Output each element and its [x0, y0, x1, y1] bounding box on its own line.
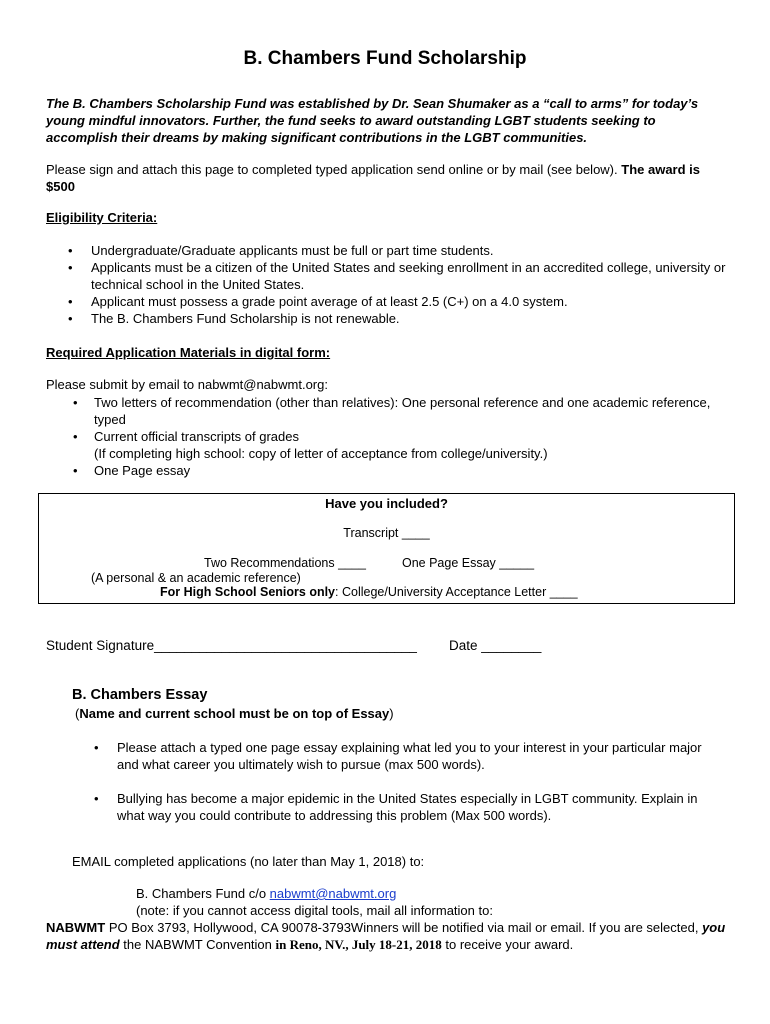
list-item: • Bullying has become a major epidemic in the United States especially in LGBT community. Explain in what way you could contribute to addressing this problem (Max 500 words).	[72, 790, 712, 824]
list-item: • Two letters of recommendation (other than relatives): One personal reference and one academic reference, typed	[46, 394, 726, 428]
eligibility-heading: Eligibility Criteria:	[46, 210, 158, 225]
materials-list-essay	[46, 462, 726, 479]
list-item: • Undergraduate/Graduate applicants must be full or part time students.	[46, 242, 726, 259]
mail-note: (note: if you cannot access digital tools, mail all information to:	[136, 903, 493, 918]
intro-paragraph: The B. Chambers Scholarship Fund was established by Dr. Sean Shumaker as a “call to arms” for today’s young mindful innovators. Further, the fund seeks to award outstanding LGBT students seeking to accomplish their dreams by making significant contributions in the LGBT communities.	[46, 96, 699, 145]
essay-prompts	[72, 739, 712, 824]
instructions-text: Please sign and attach this page to completed typed application send online or by mail (see below).	[46, 162, 622, 177]
must-attend: you must attend	[46, 920, 726, 952]
checklist-box	[38, 493, 735, 604]
mailing-paragraph	[46, 919, 726, 953]
page-title: B. Chambers Fund Scholarship	[243, 48, 527, 69]
paren-open: (	[75, 706, 80, 721]
convention-text: the NABWMT Convention	[119, 937, 276, 952]
essay-note-text: Name and current school must be on top of Essay	[79, 706, 390, 721]
hs-label: For High School Seniors only	[160, 585, 336, 599]
fund-label: B. Chambers Fund c/o	[136, 886, 270, 901]
checklist-reference-note: (A personal & an academic reference)	[91, 571, 301, 585]
checklist-recommendations: Two Recommendations ____	[204, 556, 366, 570]
high-school-note: (If completing high school: copy of letter of acceptance from college/university.)	[94, 446, 548, 461]
hs-text: : College/University Acceptance Letter ____	[335, 585, 578, 599]
po-box: PO Box 3793, Hollywood, CA 90078-3793Winners will be notified via mail or email. If you are selected,	[105, 920, 703, 935]
list-item: • Current official transcripts of grades	[46, 428, 726, 445]
eligibility-list	[46, 242, 726, 327]
essay-heading: B. Chambers Essay	[72, 687, 208, 703]
closing-text: to receive your award.	[441, 937, 574, 952]
essay-note	[75, 706, 394, 721]
list-item: • Applicants must be a citizen of the United States and seeking enrollment in an accredited college, university or technical school in the United States.	[46, 259, 726, 293]
fund-address	[136, 886, 396, 901]
email-instruction: EMAIL completed applications (no later than May 1, 2018) to:	[72, 854, 425, 869]
org-name: NABWMT	[46, 920, 106, 935]
materials-heading: Required Application Materials in digital form:	[46, 345, 331, 360]
list-item: • Applicant must possess a grade point average of at least 2.5 (C+) on a 4.0 system.	[46, 293, 726, 310]
paren-close: )	[389, 706, 394, 721]
award-amount: The award is $500	[46, 162, 700, 194]
list-item: • The B. Chambers Fund Scholarship is not renewable.	[46, 310, 726, 327]
list-item: • Please attach a typed one page essay explaining what led you to your interest in your particular major and what career you ultimately wish to pursue (max 500 words).	[72, 739, 712, 773]
student-signature-line[interactable]: Student Signature___________________________________	[46, 638, 417, 653]
checklist-heading: Have you included?	[325, 496, 448, 511]
instructions-paragraph	[46, 161, 726, 195]
materials-list	[46, 394, 726, 445]
date-line[interactable]: Date ________	[449, 638, 542, 653]
list-item: • One Page essay	[46, 462, 726, 479]
checklist-essay: One Page Essay _____	[402, 556, 535, 570]
checklist-transcript: Transcript ____	[343, 526, 430, 540]
convention-location: in Reno, NV., July 18-21, 2018	[275, 937, 442, 952]
checklist-high-school	[160, 585, 578, 599]
email-link[interactable]: nabwmt@nabwmt.org	[269, 886, 397, 901]
submit-instruction: Please submit by email to nabwmt@nabwmt.org:	[46, 377, 328, 392]
